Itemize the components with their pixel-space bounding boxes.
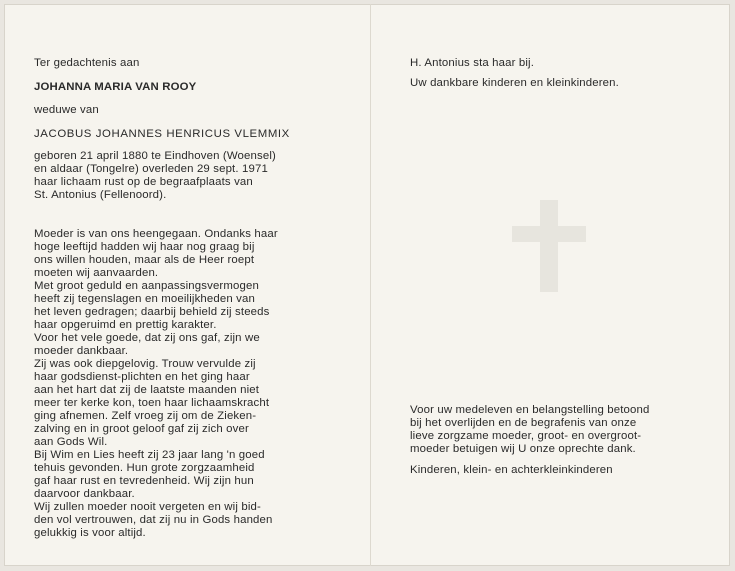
card-fold [370, 4, 371, 566]
body-line: daarvoor dankbaar. [34, 488, 135, 500]
closing-line: lieve zorgzame moeder, groot- en overgroot- [410, 430, 642, 442]
body-line: Wij zullen moeder nooit vergeten en wij bid- [34, 501, 261, 513]
closing-line: Voor uw medeleven en belangstelling betoond [410, 404, 650, 416]
body-line: den vol vertrouwen, dat zij nu in Gods handen [34, 514, 273, 526]
body-line: het leven gedragen; daarbij behield zij steeds [34, 306, 270, 318]
intro-text: Ter gedachtenis aan [34, 57, 140, 69]
body-line: zalving en in groot geloof gaf zij zich over [34, 423, 249, 435]
bio-line: haar lichaam rust op de begraafplaats van [34, 176, 253, 188]
body-line: Bij Wim en Lies heeft zij 23 jaar lang 'n goed [34, 449, 265, 461]
body-line: ons willen houden, maar als de Heer roept [34, 254, 255, 266]
memorial-card [4, 4, 730, 566]
body-line: gelukkig is voor altijd. [34, 527, 146, 539]
prayer-text: H. Antonius sta haar bij. [410, 57, 535, 69]
widow-of-text: weduwe van [34, 104, 99, 116]
deceased-name: JOHANNA MARIA VAN ROOY [34, 81, 197, 93]
body-line: hoge leeftijd hadden wij haar nog graag bij [34, 241, 255, 253]
faint-cross-watermark [504, 196, 594, 296]
body-line: moeder dankbaar. [34, 345, 129, 357]
body-line: aan het hart dat zij de laatste maanden niet [34, 384, 260, 396]
body-line: Zij was ook diepgelovig. Trouw vervulde zij [34, 358, 256, 370]
body-line: Moeder is van ons heengegaan. Ondanks haar [34, 228, 278, 240]
husband-name: JACOBUS JOHANNES HENRICUS VLEMMIX [34, 128, 290, 140]
body-line: heeft zij tegenslagen en moeilijkheden van [34, 293, 255, 305]
closing-line: bij het overlijden en de begrafenis van onze [410, 417, 637, 429]
body-line: haar opgeruimd en prettig karakter. [34, 319, 217, 331]
body-line: tehuis gevonden. Hun grote zorgzaamheid [34, 462, 255, 474]
body-line: gaf haar rust en tevredenheid. Wij zijn hun [34, 475, 254, 487]
body-line: ging afnemen. Zelf vroeg zij om de Zieken- [34, 410, 257, 422]
body-line: Voor het vele goede, dat zij ons gaf, zijn we [34, 332, 260, 344]
thanks-children-text: Uw dankbare kinderen en kleinkinderen. [410, 77, 619, 89]
bio-line: en aldaar (Tongelre) overleden 29 sept. 1971 [34, 163, 268, 175]
body-line: moeten wij aanvaarden. [34, 267, 159, 279]
body-line: aan Gods Wil. [34, 436, 108, 448]
bio-line: St. Antonius (Fellenoord). [34, 189, 167, 201]
signature-text: Kinderen, klein- en achterkleinkinderen [410, 464, 613, 476]
body-line: Met groot geduld en aanpassingsvermogen [34, 280, 259, 292]
body-line: haar godsdienst-plichten en het ging haar [34, 371, 250, 383]
bio-line: geboren 21 april 1880 te Eindhoven (Woensel) [34, 150, 276, 162]
body-line: meer ter kerke kon, toen haar lichaamskracht [34, 397, 270, 409]
closing-line: moeder betuigen wij U onze oprechte dank. [410, 443, 636, 455]
